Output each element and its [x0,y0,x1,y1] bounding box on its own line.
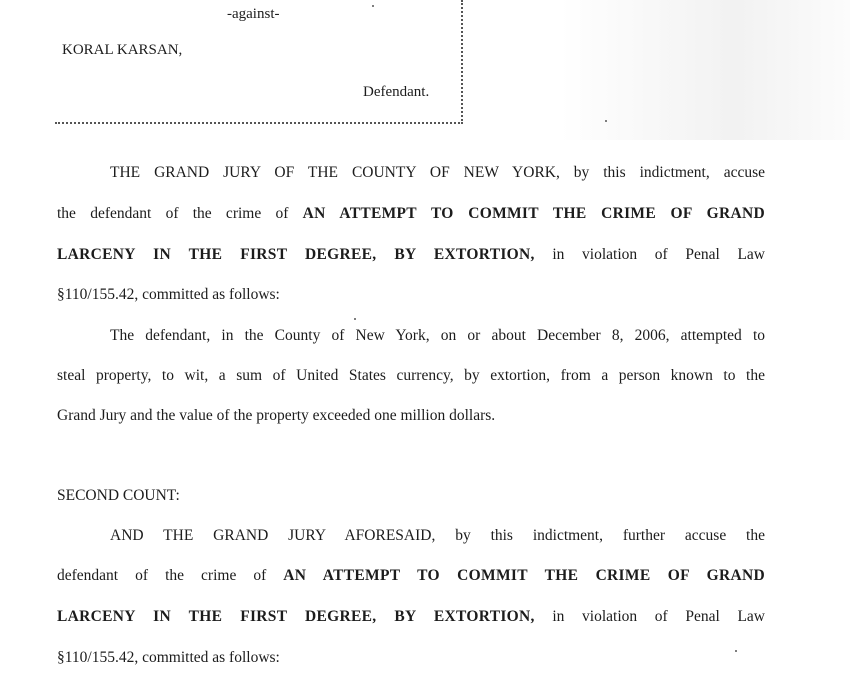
count-one-line-3-text: in violation of Penal Law [534,246,765,263]
count-one-line-3 [57,245,765,265]
count-two-line-4: §110/155.42, committed as follows: [57,649,280,666]
count-one-line-5: The defendant, in the County of New York, on or about December 8, 2006, attempted to [110,327,765,344]
defendant-name: KORAL KARSAN, [62,42,183,58]
second-count-heading: SECOND COUNT: [57,487,180,504]
count-two-line-2-text: defendant of the crime of [57,567,284,584]
charge-name-part-2: LARCENY IN THE FIRST DEGREE, BY EXTORTION, [57,608,535,625]
charge-name-part-2: LARCENY IN THE FIRST DEGREE, BY EXTORTION, [57,246,535,263]
scan-speck [605,120,607,122]
charge-name-part-1: AN ATTEMPT TO COMMIT THE CRIME OF GRAND [302,205,765,222]
scan-speck [372,5,374,7]
count-one-line-7: Grand Jury and the value of the property exceeded one million dollars. [57,407,496,424]
count-one-line-1: THE GRAND JURY OF THE COUNTY OF NEW YORK, by this indictment, accuse [110,164,765,181]
count-one-line-2-text: the defendant of the crime of [57,205,303,222]
defendant-label: Defendant. [363,84,430,100]
count-two-line-1: AND THE GRAND JURY AFORESAID, by this indictment, further accuse the [110,527,765,544]
charge-name-part-1: AN ATTEMPT TO COMMIT THE CRIME OF GRAND [283,567,765,584]
count-two-line-2 [57,566,765,586]
scan-speck [354,318,356,320]
count-one-line-2 [57,204,765,224]
count-one-line-6: steal property, to wit, a sum of United States currency, by extortion, from a person known to the [57,367,765,384]
count-one-line-4: §110/155.42, committed as follows: [57,286,280,303]
scan-shading [560,0,850,140]
scan-speck [735,650,737,652]
count-two-line-3-text: in violation of Penal Law [534,608,765,625]
count-two-line-3 [57,607,765,627]
caption-against: -against- [227,6,280,22]
